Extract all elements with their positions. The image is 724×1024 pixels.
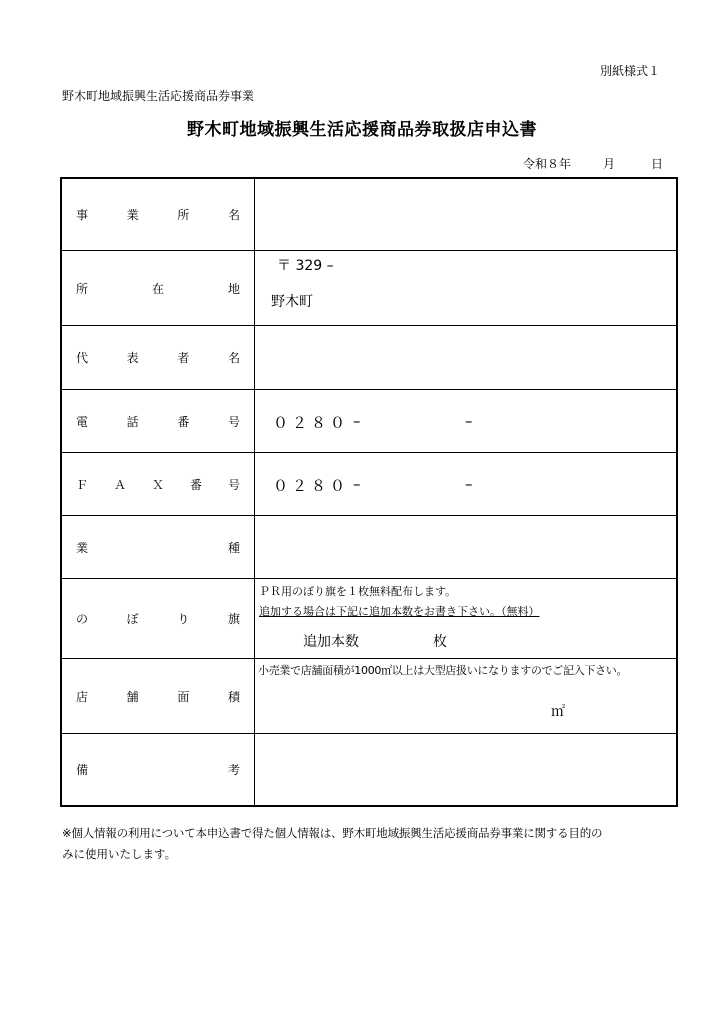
label-char: 話 xyxy=(126,414,139,429)
phone-dash-1: – xyxy=(353,412,361,430)
business-name-row xyxy=(62,179,676,251)
label-char: 名 xyxy=(227,208,240,222)
label-char: ぼ xyxy=(126,612,139,626)
phone-label xyxy=(62,390,255,452)
date-month[interactable]: 月 xyxy=(603,157,616,171)
industry-label xyxy=(62,516,255,578)
application-date xyxy=(523,155,663,172)
label-char: 考 xyxy=(227,763,240,777)
label-char: 業 xyxy=(126,208,139,222)
floor-area-note: 小売業で店舗面積が1000㎡以上は大型店扱いになりますのでご記入下さい。 xyxy=(258,664,628,677)
label-char: り xyxy=(177,612,190,626)
address-field[interactable] xyxy=(255,251,676,325)
fax-field[interactable] xyxy=(255,453,676,515)
label-char: 種 xyxy=(227,540,240,555)
business-name-field[interactable] xyxy=(255,179,676,250)
label-char: 号 xyxy=(227,414,240,429)
label-char: Ａ xyxy=(113,477,126,492)
fax-label xyxy=(62,453,255,515)
floor-area-label xyxy=(62,659,255,733)
label-char: 所 xyxy=(76,281,89,296)
label-char: 号 xyxy=(227,477,240,492)
banner-label xyxy=(62,579,255,658)
date-day[interactable]: 日 xyxy=(651,157,664,171)
label-char: 代 xyxy=(76,351,89,365)
address-row xyxy=(62,251,676,326)
banner-unit: 枚 xyxy=(433,634,447,650)
industry-row xyxy=(62,516,676,579)
application-form-table xyxy=(60,177,678,807)
banner-field xyxy=(255,579,676,658)
additional-banners-input[interactable] xyxy=(393,631,433,649)
phone-area-code: ０２８０ xyxy=(273,414,350,432)
remarks-field[interactable] xyxy=(255,734,676,805)
label-char: 業 xyxy=(76,540,89,555)
label-char: Ｆ xyxy=(76,477,89,492)
label-char: 舗 xyxy=(126,689,139,704)
label-char: 在 xyxy=(151,281,164,296)
representative-label xyxy=(62,326,255,389)
fax-row xyxy=(62,453,676,516)
fax-dash-1: – xyxy=(353,475,361,493)
representative-row xyxy=(62,326,676,390)
floor-area-row xyxy=(62,659,676,734)
banner-note: ＰＲ用のぼり旗を１枚無料配布します。 xyxy=(259,585,457,598)
label-char: 旗 xyxy=(227,612,240,626)
remarks-label xyxy=(62,734,255,805)
label-char: 地 xyxy=(227,281,240,296)
additional-banners-label: 追加本数 xyxy=(303,634,359,650)
label-char: 店 xyxy=(76,689,89,704)
remarks-row xyxy=(62,734,676,805)
label-char: 者 xyxy=(177,351,190,365)
label-char: Ｘ xyxy=(151,477,164,492)
fax-dash-2: – xyxy=(465,475,473,493)
label-char: 事 xyxy=(76,208,89,222)
label-char: 名 xyxy=(227,351,240,365)
label-char: 備 xyxy=(76,763,89,777)
label-char: 表 xyxy=(126,351,139,365)
label-char: 面 xyxy=(177,689,190,704)
postal-code-prefix: 〒 329 – xyxy=(277,258,334,274)
form-number: 別紙様式１ xyxy=(600,64,661,78)
form-title: 野木町地域振興生活応援商品券取扱店申込書 xyxy=(187,120,537,140)
business-name-label xyxy=(62,179,255,250)
floor-area-field[interactable] xyxy=(255,659,676,733)
floor-area-unit: ㎡ xyxy=(551,704,565,720)
label-char: 番 xyxy=(177,414,190,429)
privacy-notice-line1: ※個人情報の利用について本申込書で得た個人情報は、野木町地域振興生活応援商品券事業に関する目的の xyxy=(62,826,603,840)
label-char: 所 xyxy=(177,208,190,222)
date-era-year[interactable]: 令和８年 xyxy=(523,157,572,171)
label-char: 積 xyxy=(227,689,240,704)
phone-dash-2: – xyxy=(465,412,473,430)
banner-row xyxy=(62,579,676,659)
industry-field[interactable] xyxy=(255,516,676,578)
label-char: 番 xyxy=(189,477,202,492)
phone-field[interactable] xyxy=(255,390,676,452)
representative-field[interactable] xyxy=(255,326,676,389)
banner-instruction: 追加する場合は下記に追加本数をお書き下さい。（無料） xyxy=(259,605,540,618)
organization-name: 野木町地域振興生活応援商品券事業 xyxy=(62,89,255,103)
town-name: 野木町 xyxy=(271,294,313,310)
privacy-notice-line2: みに使用いたします。 xyxy=(62,847,177,861)
address-label xyxy=(62,251,255,325)
label-char: の xyxy=(76,612,89,626)
label-char: 電 xyxy=(76,414,89,429)
fax-area-code: ０２８０ xyxy=(273,477,350,495)
phone-row xyxy=(62,390,676,453)
